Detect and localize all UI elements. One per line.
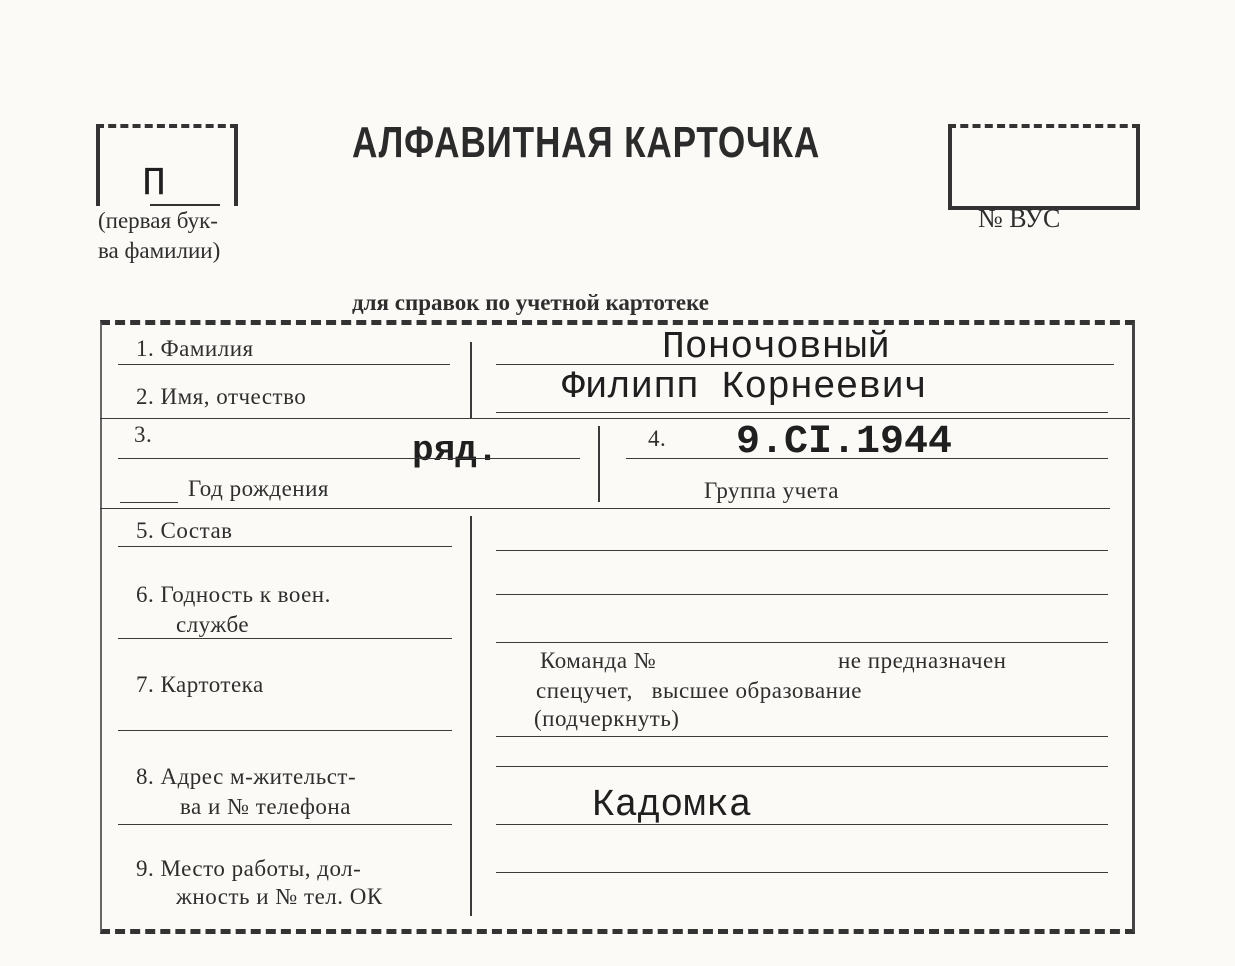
birth-year-value: ряд. bbox=[412, 430, 499, 471]
first-letter-hint-line1: (первая бук- bbox=[98, 208, 218, 233]
surname-value: Поночовный bbox=[662, 326, 891, 369]
account-group-number: 4. bbox=[648, 426, 667, 451]
card-index-label: 7. Картотека bbox=[136, 672, 264, 697]
work-label-line1: 9. Место работы, дол- bbox=[136, 856, 362, 881]
account-group-value: 9.CI.1944 bbox=[736, 420, 953, 465]
team-line3: (подчеркнуть) bbox=[534, 706, 680, 731]
card-subtitle: для справок по учетной картотеке bbox=[352, 290, 709, 315]
right-line-7 bbox=[496, 872, 1108, 873]
first-letter-hint bbox=[98, 206, 220, 266]
fitness-label-line1: 6. Годность к воен. bbox=[136, 582, 331, 607]
row-separator-2 bbox=[100, 508, 1110, 509]
team-line1-a: Команда № bbox=[540, 648, 657, 673]
fitness-label-line2: службе bbox=[176, 612, 250, 637]
surname-value-line bbox=[496, 364, 1114, 365]
name-patronymic-line bbox=[496, 412, 1108, 413]
right-line-2 bbox=[496, 594, 1108, 595]
team-line1-b: не предназначен bbox=[838, 648, 1007, 673]
surname-label: 1. Фамилия bbox=[136, 336, 254, 361]
right-line-4 bbox=[496, 736, 1108, 737]
birth-year-number: 3. bbox=[134, 422, 153, 447]
right-line-5 bbox=[496, 766, 1108, 767]
birth-year-caption-line bbox=[120, 502, 178, 503]
account-group-line bbox=[626, 458, 1108, 459]
right-line-3 bbox=[496, 642, 1108, 643]
right-line-6 bbox=[496, 824, 1108, 825]
divider-middle bbox=[598, 426, 600, 502]
surname-first-letter: П bbox=[142, 162, 167, 207]
birth-year-caption: Год рождения bbox=[188, 476, 329, 501]
account-group-caption: Группа учета bbox=[704, 478, 839, 503]
vus-box bbox=[948, 124, 1140, 210]
address-label-line2: ва и № телефона bbox=[180, 794, 351, 819]
fitness-line bbox=[118, 638, 452, 639]
first-letter-hint-line2: ва фамилии) bbox=[98, 238, 221, 263]
composition-label: 5. Состав bbox=[136, 518, 233, 543]
composition-line bbox=[118, 546, 452, 547]
divider-bottom bbox=[470, 516, 472, 916]
name-patronymic-label: 2. Имя, отчество bbox=[136, 384, 307, 409]
right-line-1 bbox=[496, 550, 1108, 551]
work-label-line2: жность и № тел. ОК bbox=[176, 884, 383, 909]
address-line bbox=[118, 824, 452, 825]
name-patronymic-value: Филипп Корнеевич bbox=[562, 366, 927, 409]
team-line2: спецучет, высшее образование bbox=[536, 678, 862, 703]
birth-year-line bbox=[118, 458, 580, 459]
address-value: Кадомка bbox=[592, 784, 752, 827]
surname-label-line bbox=[118, 364, 450, 365]
vus-label: № ВУС bbox=[978, 204, 1061, 233]
divider-top bbox=[470, 342, 472, 418]
row-separator-1 bbox=[100, 418, 1130, 419]
card-index-line bbox=[118, 730, 452, 731]
card-title: АЛФАВИТНАЯ КАРТОЧКА bbox=[352, 118, 821, 167]
surname-letter-box bbox=[96, 124, 238, 206]
address-label-line1: 8. Адрес м-жительст- bbox=[136, 764, 357, 789]
